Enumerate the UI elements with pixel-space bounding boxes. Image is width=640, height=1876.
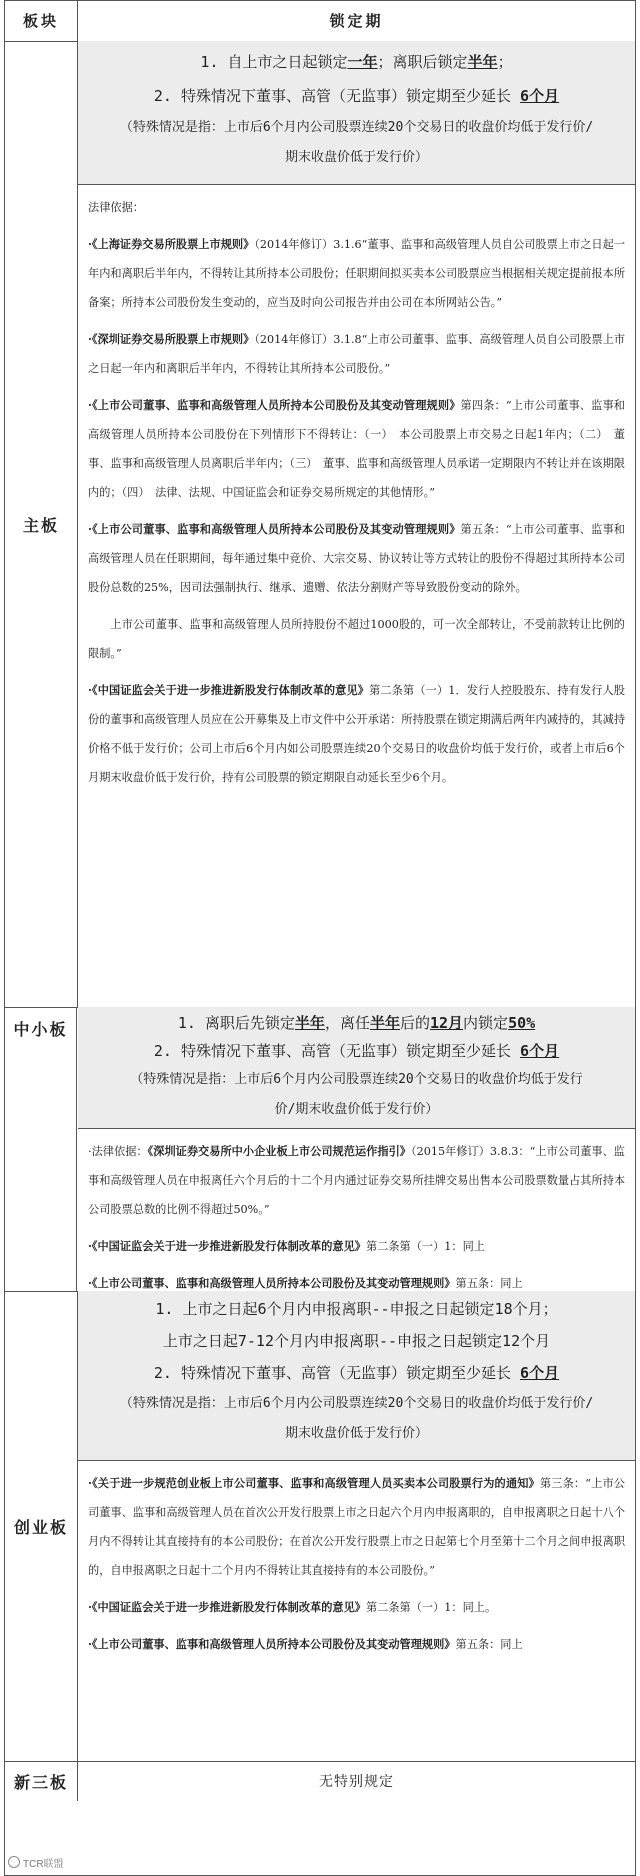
section-neeq-board (5, 1761, 635, 1801)
gem-summary-note2: 期末收盘价低于发行价） (284, 1426, 428, 1441)
gem-summary-line2: 上市之日起7-12个月内申报离职--申报之日起锁定12个月 (162, 1332, 551, 1350)
section-main-board (5, 41, 635, 1008)
legal-clause: ·《上市公司董事、监事和高级管理人员所持本公司股份及其变动管理规则》第五条：“上市公司董事、监事和高级管理人员在任职期间，每年通过集中竞价、大宗交易、协议转让等方式转让的股份不得超过其所持本公司股份总数的25%，因司法强制执行、继承、遗赠、依法分割财产等导致股份变动的除外。 (88, 522, 626, 594)
sme-summary-note: （特殊情况是指：上市后6个月内公司股票连续20个交易日的收盘价均低于发行 (130, 1072, 583, 1087)
sme-summary (78, 1007, 635, 1129)
gem-summary (78, 1291, 635, 1461)
board-label-gem: 创业板 (5, 1291, 78, 1761)
section-sme-board (5, 1007, 635, 1292)
watermark: TCR联盟 (8, 1855, 64, 1870)
gem-legal-basis (78, 1461, 635, 1761)
legal-clause: ·《上市公司董事、监事和高级管理人员所持本公司股份及其变动管理规则》第五条：同上 (88, 1637, 523, 1651)
legal-clause: ·《中国证监会关于进一步推进新股发行体制改革的意见》第二条第（一）1：同上。 (88, 1600, 497, 1614)
main-legal-basis (78, 185, 635, 1007)
legal-clause: ·《中国证监会关于进一步推进新股发行体制改革的意见》第二条第（一）1．发行人控股股东、持有发行人股份的董事和高级管理人员应在公开募集及上市文件中公开承诺：所持股票在锁定期满后两年内减持的，其减持价格不低于发行价；公司上市后6个月内如公司股票连续20个交易日的收盘价均低于发行价，或者上市后6个月期末收盘价低于发行价，持有公司股票的锁定期限自动延长至少6个月。 (88, 683, 626, 784)
section-gem-board (5, 1291, 635, 1762)
legal-clause: ·《中国证监会关于进一步推进新股发行体制改革的意见》第二条第（一）1：同上 (88, 1239, 485, 1253)
main-summary-line2: 2. 特殊情况下董事、高管（无监事）锁定期至少延长 6个月 (153, 87, 560, 105)
main-summary (78, 41, 635, 185)
sme-legal-basis (78, 1129, 635, 1291)
neeq-no-rule: 无特别规定 (319, 1774, 394, 1790)
legal-clause: 上市公司董事、监事和高级管理人员所持股份不超过1000股的，可一次全部转让，不受前款转让比例的限制。” (88, 618, 625, 660)
sme-summary-line1: 1. 离职后先锁定半年，离任半年后的12月内锁定50% (177, 1014, 536, 1032)
header-lockup-period: 锁定期 (329, 12, 384, 30)
gem-summary-line1: 1. 上市之日起6个月内申报离职--申报之日起锁定18个月； (155, 1300, 558, 1318)
sme-summary-note2: 价/期末收盘价低于发行价） (274, 1102, 439, 1117)
main-summary-line1: 1. 自上市之日起锁定一年；离职后锁定半年； (200, 53, 513, 71)
board-label-neeq: 新三板 (5, 1761, 78, 1801)
board-label-main: 主板 (5, 41, 78, 1007)
legal-heading: 法律依据： (88, 201, 144, 214)
table-header (5, 1, 635, 42)
gem-summary-note: （特殊情况是指：上市后6个月内公司股票连续20个交易日的收盘价均低于发行价/ (119, 1396, 594, 1411)
main-summary-note2: 期末收盘价低于发行价） (284, 150, 428, 165)
legal-clause: ·《上市公司董事、监事和高级管理人员所持本公司股份及其变动管理规则》第五条：同上 (88, 1276, 523, 1290)
watermark-logo-icon (8, 1856, 20, 1868)
legal-clause: ·法律依据：《深圳证券交易所中小企业板上市公司规范运作指引》（2015年修订）3.8.3：“上市公司董事、监事和高级管理人员在申报离任六个月后的十二个月内通过证券交易所挂牌交易出售本公司股票数量占其所持本公司股票总数的比例不得超过50%。” (88, 1144, 626, 1216)
sme-summary-line2: 2. 特殊情况下董事、高管（无监事）锁定期至少延长 6个月 (153, 1042, 560, 1060)
lockup-table (4, 0, 636, 1876)
legal-clause: ·《深圳证券交易所股票上市规则》（2014年修订）3.1.8“上市公司董事、监事、高级管理人员自公司股票上市之日起一年内和离职后半年内，不得转让其所持本公司股份。” (88, 332, 626, 375)
main-summary-note: （特殊情况是指：上市后6个月内公司股票连续20个交易日的收盘价均低于发行价/ (119, 120, 594, 135)
gem-summary-line3: 2. 特殊情况下董事、高管（无监事）锁定期至少延长 6个月 (153, 1364, 560, 1382)
board-label-sme: 中小板 (5, 1007, 77, 1291)
legal-clause: ·《上市公司董事、监事和高级管理人员所持本公司股份及其变动管理规则》第四条：“上市公司董事、监事和高级管理人员所持本公司股份在下列情形下不得转让：（一） 本公司股票上市交易之日起1年内；（二） 董事、监事和高级管理人员离职后半年内；（三） 董事、监事和高级管理人员承诺一定期限内不转让并在该期限内的；（四） 法律、法规、中国证监会和证券交易所规定的其他情形。” (88, 398, 625, 499)
header-board: 板块 (5, 1, 78, 41)
legal-clause: ·《上海证券交易所股票上市规则》（2014年修订）3.1.6“董事、监事和高级管理人员自公司股票上市之日起一年内和离职后半年内，不得转让其所持本公司股份；任职期间拟买卖本公司股票应当根据相关规定提前报本所备案；所持本公司股份发生变动的，应当及时向公司报告并由公司在本所网站公告。” (88, 237, 626, 309)
legal-clause: ·《关于进一步规范创业板上市公司董事、监事和高级管理人员买卖本公司股票行为的通知》第三条：“上市公司董事、监事和高级管理人员在首次公开发行股票上市之日起六个月内申报离职的，自申报离职之日起十八个月内不得转让其直接持有的本公司股份；在首次公开发行股票上市之日起第七个月至第十二个月之间申报离职的，自申报离职之日起十二个月内不得转让其直接持有的本公司股份。” (88, 1476, 626, 1577)
